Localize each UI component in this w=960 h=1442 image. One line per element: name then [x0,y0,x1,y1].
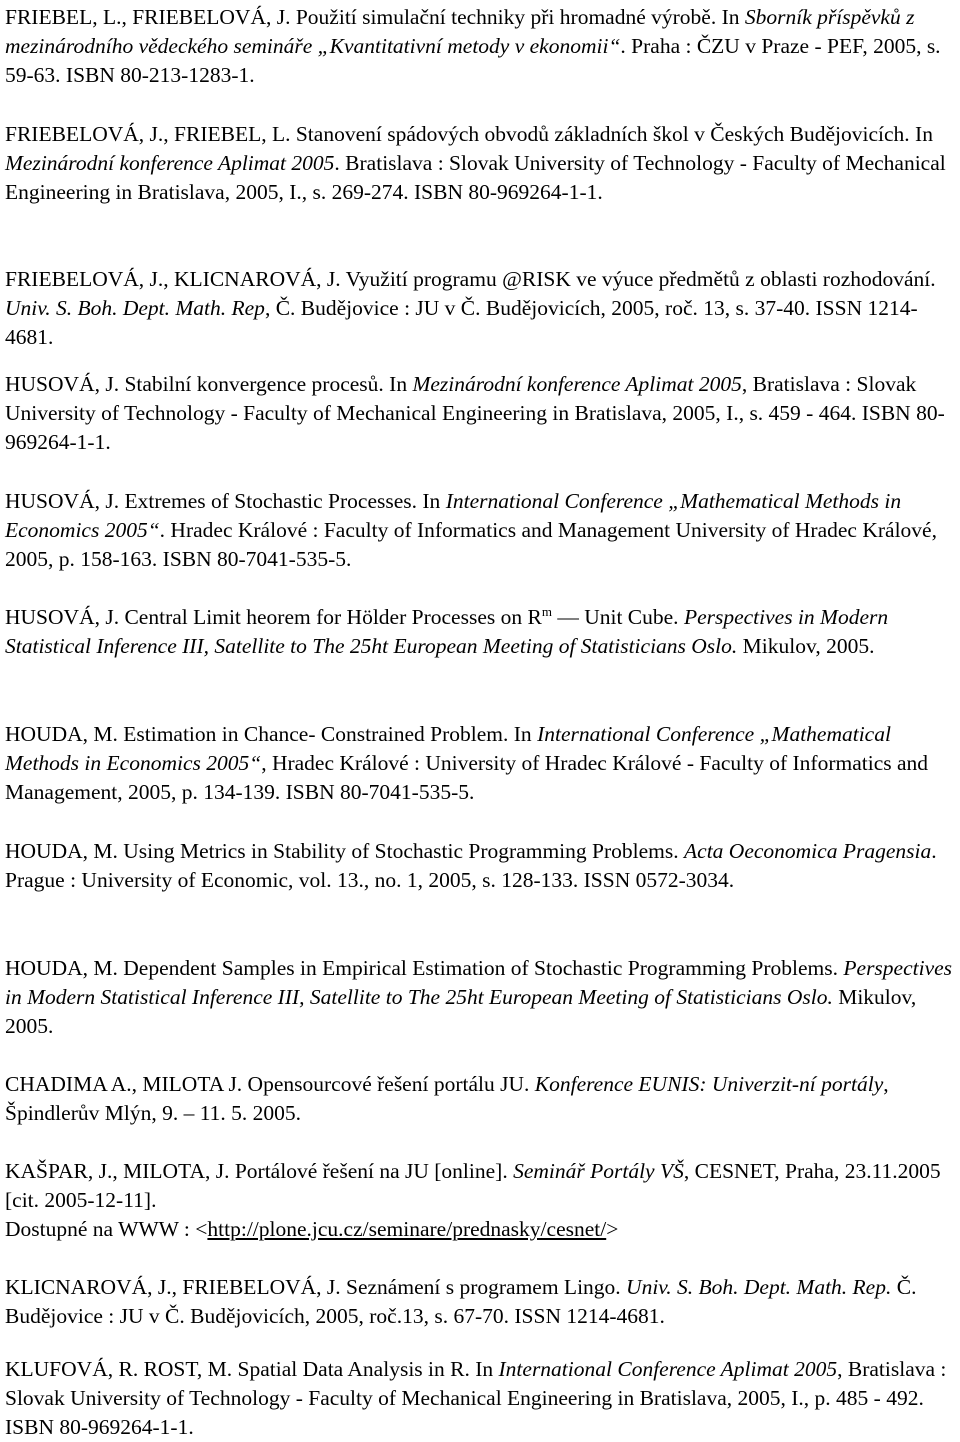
reference-entry [5,487,957,574]
reference-entry [5,120,957,207]
reference-entry [5,1273,957,1331]
reference-details: . Praha : ČZU v Praze - PEF, 2005, s. 59-63. ISBN 80-213-1283-1. [5,34,941,87]
reference-text: HOUDA, M. Estimation in Chance- Constrained Problem. In [5,722,538,746]
reference-source: Sborník příspěvků z mezinárodního vědeckého semináře „Kvantitativní metody v ekonomii“ [5,5,915,58]
reference-entry [5,603,957,661]
reference-text: Unit Cube. [578,605,684,629]
reference-entry [5,954,957,1041]
reference-source: International Conference „Mathematical Methods in Economics 2005“ [5,489,902,542]
reference-text: HUSOVÁ, J. Central Limit heorem for Hölder Processes on R [5,605,542,629]
reference-source: Seminář Portály VŠ [513,1159,684,1183]
reference-source: Mezinárodní konference Aplimat 2005 [412,372,742,396]
url-closing-bracket: > [606,1217,619,1241]
superscript: m [541,603,552,619]
reference-details: , Špindlerův Mlýn, 9. – 11. 5. 2005. [5,1072,889,1125]
reference-source: Univ. S. Boh. Dept. Math. Rep. [626,1275,892,1299]
reference-entry [5,265,957,352]
reference-source: Konference EUNIS: Univerzit-ní portály [534,1072,884,1096]
reference-details: . Hradec Králové : Faculty of Informatics and Management University of Hradec Králové, 2005, p. 158-163. ISBN 80-7041-535-5. [5,518,937,571]
reference-details: , CESNET, Praha, 23.11.2005 [cit. 2005-12-11]. [5,1159,941,1212]
reference-details: Č. Budějovice : JU v Č. Budějovicích, 2005, roč.13, s. 67-70. ISSN 1214-4681. [5,1275,917,1328]
reference-entry [5,1355,957,1442]
reference-entry [5,1070,957,1128]
reference-entry [5,837,957,895]
reference-source: International Conference „Mathematical Methods in Economics 2005“ [5,722,891,775]
reference-details: , Č. Budějovice : JU v Č. Budějovicích, 2005, roč. 13, s. 37-40. ISSN 1214-4681. [5,296,918,349]
reference-entry [5,370,957,457]
reference-details: Mikulov, 2005. [737,634,875,658]
reference-entry [5,1157,957,1244]
reference-entry [5,720,957,807]
reference-source: International Conference Aplimat 2005 [498,1357,838,1381]
reference-url-link[interactable]: http://plone.jcu.cz/seminare/prednasky/cesnet/ [207,1217,607,1241]
reference-source: Univ. S. Boh. Dept. Math. Rep [5,296,265,320]
reference-text: FRIEBELOVÁ, J., FRIEBEL, L. Stanovení spádových obvodů základních škol v Českých Budějovicích. In [5,122,933,146]
reference-source: Acta Oeconomica Pragensia [684,839,932,863]
reference-text: HOUDA, M. Using Metrics in Stability of Stochastic Programming Problems. [5,839,685,863]
reference-source: Perspectives in Modern Statistical Inference III, Satellite to The 25ht European Meeting of Statisticians Oslo. [5,956,953,1009]
reference-text: KAŠPAR, J., MILOTA, J. Portálové řešení na JU [online]. [5,1159,514,1183]
em-dash: — [551,605,579,629]
reference-details: , Bratislava : Slovak University of Technology - Faculty of Mechanical Engineering in Bratislava, 2005, I., s. 459 - 464. ISBN 80-969264-1-1. [5,372,945,454]
reference-details: . Bratislava : Slovak University of Technology - Faculty of Mechanical Engineering in Bratislava, 2005, I., s. 269-274. ISBN 80-969264-1-1. [5,151,946,204]
reference-text: HOUDA, M. Dependent Samples in Empirical Estimation of Stochastic Programming Problems. [5,956,844,980]
reference-source: Mezinárodní konference Aplimat 2005 [5,151,335,175]
reference-source: Perspectives in Modern Statistical Inference III, Satellite to The 25ht European Meeting of Statisticians Oslo. [5,605,889,658]
reference-text: KLUFOVÁ, R. ROST, M. Spatial Data Analysis in R. In [5,1357,499,1381]
reference-text: HUSOVÁ, J. Stabilní konvergence procesů. In [5,372,413,396]
reference-details: , Hradec Králové : University of Hradec Králové - Faculty of Informatics and Management, 2005, p. 134-139. ISBN 80-7041-535-5. [5,751,929,804]
reference-text: FRIEBELOVÁ, J., KLICNAROVÁ, J. Využití programu @RISK ve výuce předmětů z oblasti rozhodování. [5,267,936,291]
reference-details: . Prague : University of Economic, vol. 13., no. 1, 2005, s. 128-133. ISSN 0572-3034. [5,839,937,892]
reference-text: KLICNAROVÁ, J., FRIEBELOVÁ, J. Seznámení s programem Lingo. [5,1275,627,1299]
reference-entry [5,3,957,90]
reference-details: Mikulov, 2005. [5,985,917,1038]
reference-text: CHADIMA A., MILOTA J. Opensourcové řešení portálu JU. [5,1072,535,1096]
reference-details: , Bratislava : Slovak University of Technology - Faculty of Mechanical Engineering in Bratislava, 2005, I., p. 485 - 492. ISBN 80-969264-1-1. [5,1357,947,1439]
reference-text: HUSOVÁ, J. Extremes of Stochastic Processes. In [5,489,446,513]
reference-text: FRIEBEL, L., FRIEBELOVÁ, J. Použití simulační techniky při hromadné výrobě. In [5,5,745,29]
availability-label: Dostupné na WWW : < [5,1217,208,1241]
